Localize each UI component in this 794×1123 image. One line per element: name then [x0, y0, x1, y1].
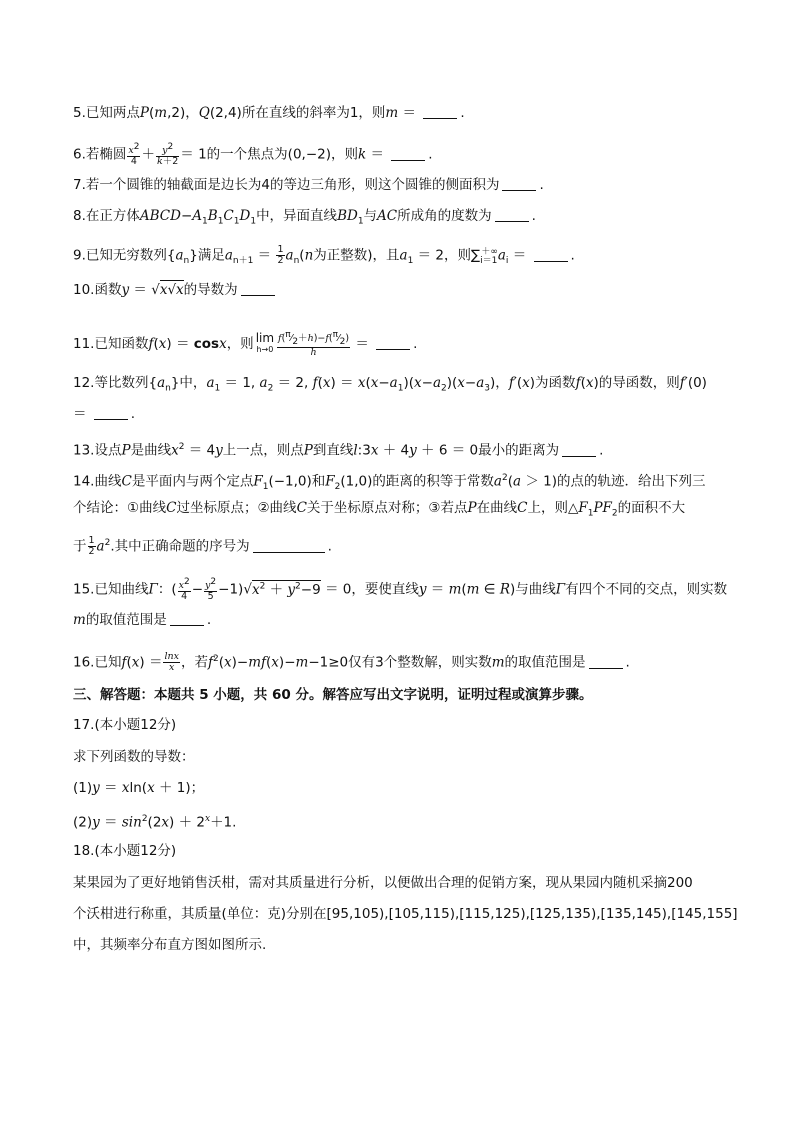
- question-13: 13.设点P是曲线$x^2 = 4y$上一点，则点P到直线l:3x ＋ 4y ＋ 6 ＝ 0最小的距离为 .: [73, 442, 604, 459]
- section-heading-3: 三、解答题：本题共 5 小题，共 60 分。解答应写出文字说明，证明过程或演算步骤。: [73, 687, 593, 703]
- question-17-head: 17.(本小题12分): [73, 717, 177, 733]
- question-7: 7.若一个圆锥的轴截面是边长为4的等边三角形，则这个圆锥的侧面积为 .: [73, 177, 544, 193]
- question-14-line-3: 于 $\frac{1}{2}$ $a^2$.其中正确命题的序号为 .: [73, 535, 332, 557]
- question-14-line-1: 14.曲线C是平面内与两个定点$F_1(-1,0)$和$F_2(1,0)$的距离的积等于常数$a^2(a > 1)$的点的轨迹．给出下列三: [73, 473, 706, 493]
- question-17-part-2: $(2)y = \sin^2(2x) + 2^x+1$.: [73, 814, 237, 831]
- question-15-line-2: m的取值范围是 .: [73, 612, 212, 628]
- question-6: 6.若椭圆 $\frac{x^2}{4}$ ＋ $\frac{y^2}{k+2}$ ＝ 1的一个焦点为(0,−2)，则k ＝ .: [73, 142, 433, 168]
- question-17-text: 求下列函数的导数：: [73, 749, 195, 765]
- question-18-line-3: 中，其频率分布直方图如图所示.: [73, 937, 267, 953]
- question-16: 16.已知f(x) ＝ $\frac{\ln x}{x}$ ，若$f^2(x)-mf(x)-m-1\ge 0$仅有3个整数解，则实数m的取值范围是 .: [73, 651, 630, 673]
- question-12-line-1: 12.等比数列$\{a_n\}$中，$a_1 = 1$, $a_2 = 2$, $f(x) = x(x-a_1)(x-a_2)(x-a_3)$，f′(x)为函数f(x)的导函数，则f′(0): [73, 375, 707, 394]
- question-14-line-2: 个结论：①曲线C过坐标原点；②曲线C关于坐标原点对称；③若点P在曲线C上，则$\triangle F_1PF_2$的面积不大: [73, 500, 686, 519]
- question-18-line-2: 个沃柑进行称重，其质量(单位：克)分别在[95,105),[105,115),[115,125),[125,135),[135,145),[145,155]: [73, 906, 738, 922]
- question-10: 10.函数y ＝ √x√x的导数为: [73, 281, 278, 299]
- question-5: 5.已知两点P(m,2)，Q(2,4)所在直线的斜率为1，则m ＝ .: [73, 105, 465, 121]
- question-15-line-1: 15.已知曲线Γ：( $\frac{x^2}{4}$ − $\frac{y^2}{5}$ $-1)√x^2 + y^2-9 = 0$，要使直线y ＝ m(m ∈ R)与曲线Γ有四个不同的交点，则实数: [73, 577, 728, 603]
- question-18-line-1: 某果园为了更好地销售沃柑，需对其质量进行分析，以便做出合理的促销方案，现从果园内随机采摘200: [73, 875, 693, 891]
- question-11: 11.已知函数f(x) ＝ cosx，则 lim h→0 $\frac{f(^\pi⁄_2+h)-f(^\pi⁄_2)}{h}$ ＝ .: [73, 330, 418, 359]
- question-8: 8.在正方体$ABCD-A_1B_1C_1D_1$中，异面直线$BD_1$与AC所成角的度数为 .: [73, 208, 536, 227]
- question-9: 9.已知无穷数列$\{a_n\}$满足$a_{n+1}$ ＝ $\frac{1}{2}$ $a_n(n$为正整数)，且$a_1 = 2$，则$\sum_{i=1}^{+\infty}a_i$ ＝ .: [73, 244, 575, 267]
- question-18-head: 18.(本小题12分): [73, 843, 177, 859]
- question-12-line-2: ＝ .: [73, 406, 136, 422]
- question-17-part-1: (1)y ＝ xln(x ＋ 1)；: [73, 780, 205, 796]
